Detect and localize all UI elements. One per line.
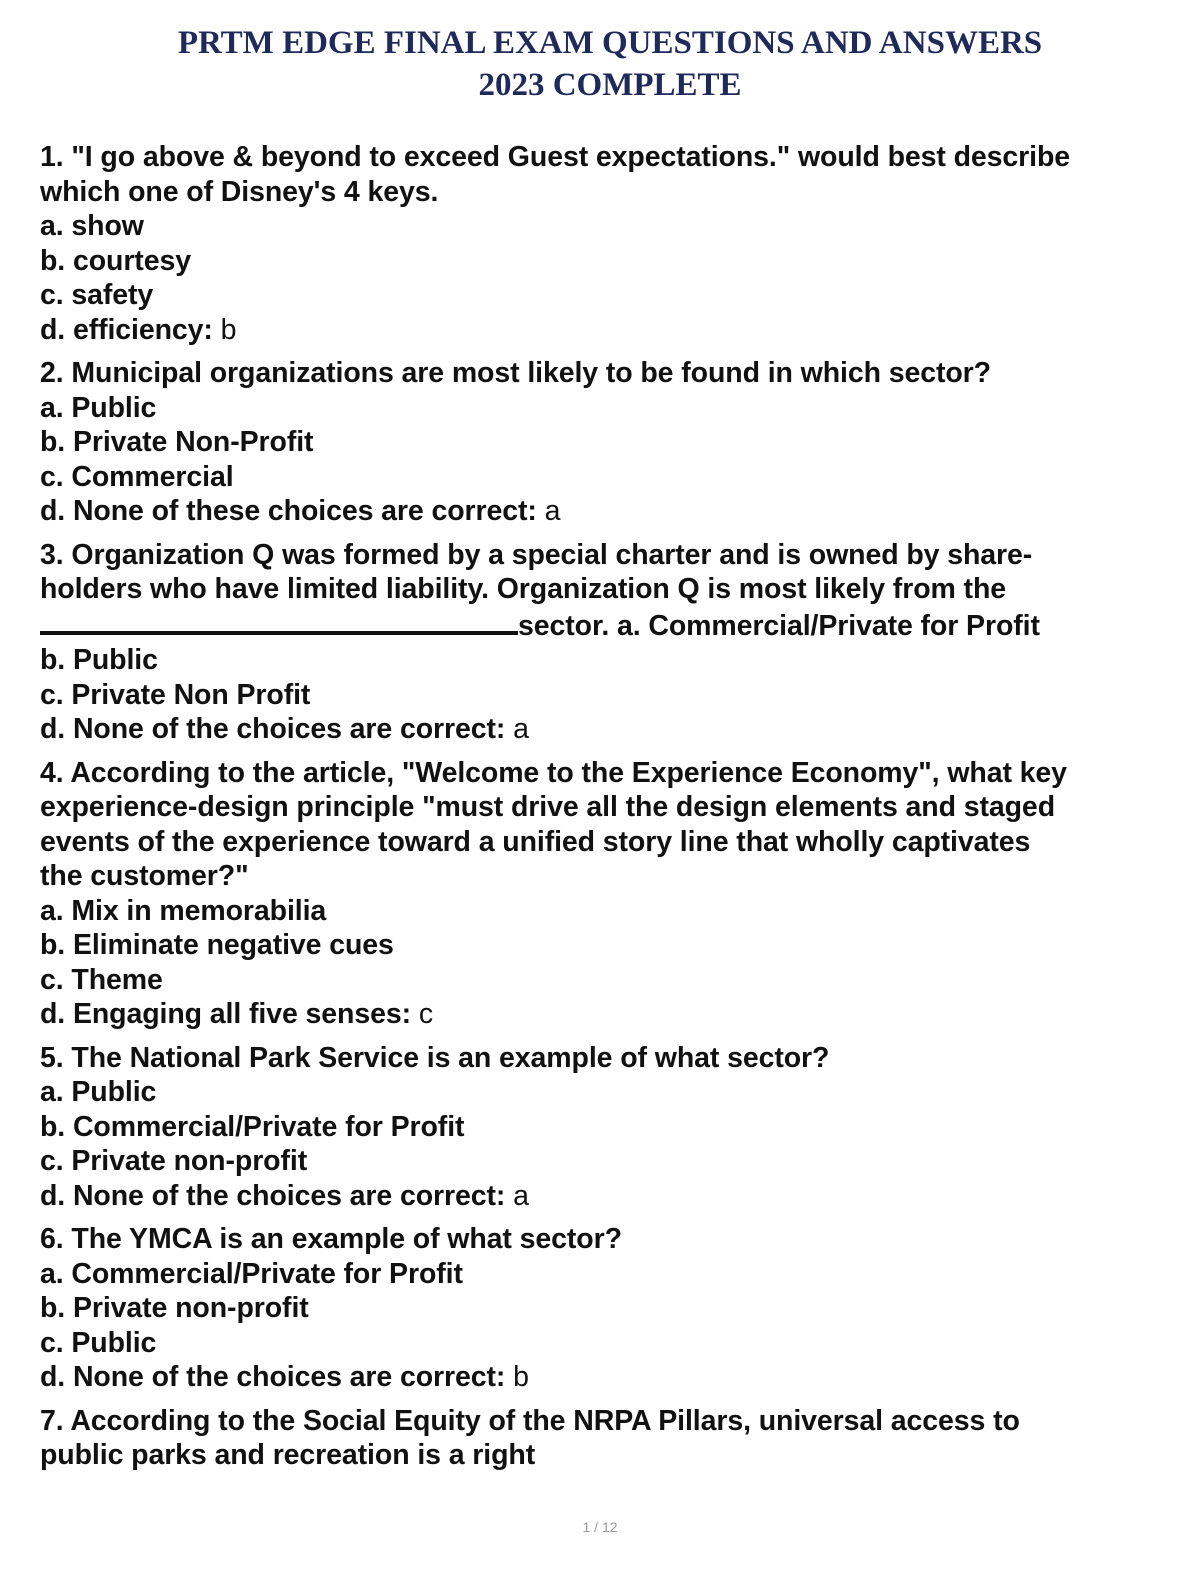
question-stem: public parks and recreation is a right	[40, 1439, 536, 1471]
option-d-text: d. None of the choices are correct:	[40, 1179, 506, 1212]
answer-key: b	[513, 1361, 529, 1393]
answer-key: a	[544, 495, 561, 527]
question-stem: 5. The National Park Service is an example of what sector?	[40, 1041, 830, 1074]
option-d-text: d. efficiency:	[40, 313, 213, 346]
answer-key: a	[513, 713, 529, 745]
question-stem: 2. Municipal organizations are most likely to be found in which sector?	[40, 357, 991, 389]
option-a: a. Commercial/Private for Profit	[40, 1257, 463, 1290]
question-7	[40, 1404, 1165, 1473]
question-stem: experience-design principle "must drive all the design elements and staged	[40, 791, 1055, 823]
option-d-text: d. None of these choices are correct:	[40, 495, 537, 527]
blank-suffix: sector. a. Commercial/Private for Profit	[518, 609, 1040, 642]
question-stem-blank-line	[40, 607, 1165, 644]
title-line-1: PRTM EDGE FINAL EXAM QUESTIONS AND ANSWERS	[177, 25, 1043, 61]
question-3	[40, 538, 1165, 747]
question-1	[40, 140, 1165, 347]
title-line-2: 2023 COMPLETE	[478, 67, 742, 103]
option-d	[40, 1179, 1165, 1214]
fill-in-blank	[40, 607, 518, 635]
option-b: b. Private non-profit	[40, 1292, 309, 1324]
option-c: c. Private Non Profit	[40, 678, 311, 711]
option-d	[40, 313, 1165, 348]
question-stem: 4. According to the article, "Welcome to the Experience Economy", what key	[40, 756, 1067, 789]
option-a: a. show	[40, 210, 144, 242]
question-stem: holders who have limited liability. Organization Q is most likely from the	[40, 573, 1007, 605]
option-c: c. Public	[40, 1326, 157, 1359]
option-c: c. Commercial	[40, 460, 234, 493]
option-d-text: d. None of the choices are correct:	[40, 713, 506, 745]
option-b: b. Commercial/Private for Profit	[40, 1110, 465, 1143]
question-4	[40, 756, 1165, 1032]
question-5	[40, 1041, 1165, 1214]
document-title	[0, 22, 1200, 106]
option-a: a. Mix in memorabilia	[40, 894, 327, 927]
answer-key: c	[418, 998, 433, 1030]
option-b: b. Private Non-Profit	[40, 426, 314, 458]
option-d-text: d. None of the choices are correct:	[40, 1361, 506, 1393]
questions-list	[40, 140, 1165, 1482]
question-stem: 1. "I go above & beyond to exceed Guest expectations." would best describe	[40, 141, 1071, 173]
option-d	[40, 712, 1165, 747]
option-b: b. Public	[40, 644, 158, 676]
question-stem: which one of Disney's 4 keys.	[40, 175, 439, 208]
answer-key: a	[513, 1179, 529, 1212]
option-d	[40, 997, 1165, 1032]
question-stem: 3. Organization Q was formed by a special charter and is owned by share-	[40, 538, 1033, 571]
option-c: c. Private non-profit	[40, 1145, 308, 1177]
answer-key: b	[220, 313, 237, 346]
question-2	[40, 356, 1165, 529]
option-c: c. Theme	[40, 963, 163, 996]
question-6	[40, 1222, 1165, 1395]
option-a: a. Public	[40, 1076, 157, 1108]
option-b: b. courtesy	[40, 244, 191, 277]
option-d	[40, 494, 1165, 529]
question-stem: 6. The YMCA is an example of what sector?	[40, 1223, 622, 1255]
question-stem: events of the experience toward a unified story line that wholly captivates	[40, 825, 1031, 858]
question-stem: 7. According to the Social Equity of the NRPA Pillars, universal access to	[40, 1404, 1020, 1437]
option-c: c. safety	[40, 279, 154, 311]
option-b: b. Eliminate negative cues	[40, 929, 394, 961]
question-stem: the customer?"	[40, 860, 249, 892]
option-d	[40, 1360, 1165, 1395]
option-d-text: d. Engaging all five senses:	[40, 998, 411, 1030]
option-a: a. Public	[40, 391, 157, 424]
page-number: 1 / 12	[582, 1519, 618, 1535]
